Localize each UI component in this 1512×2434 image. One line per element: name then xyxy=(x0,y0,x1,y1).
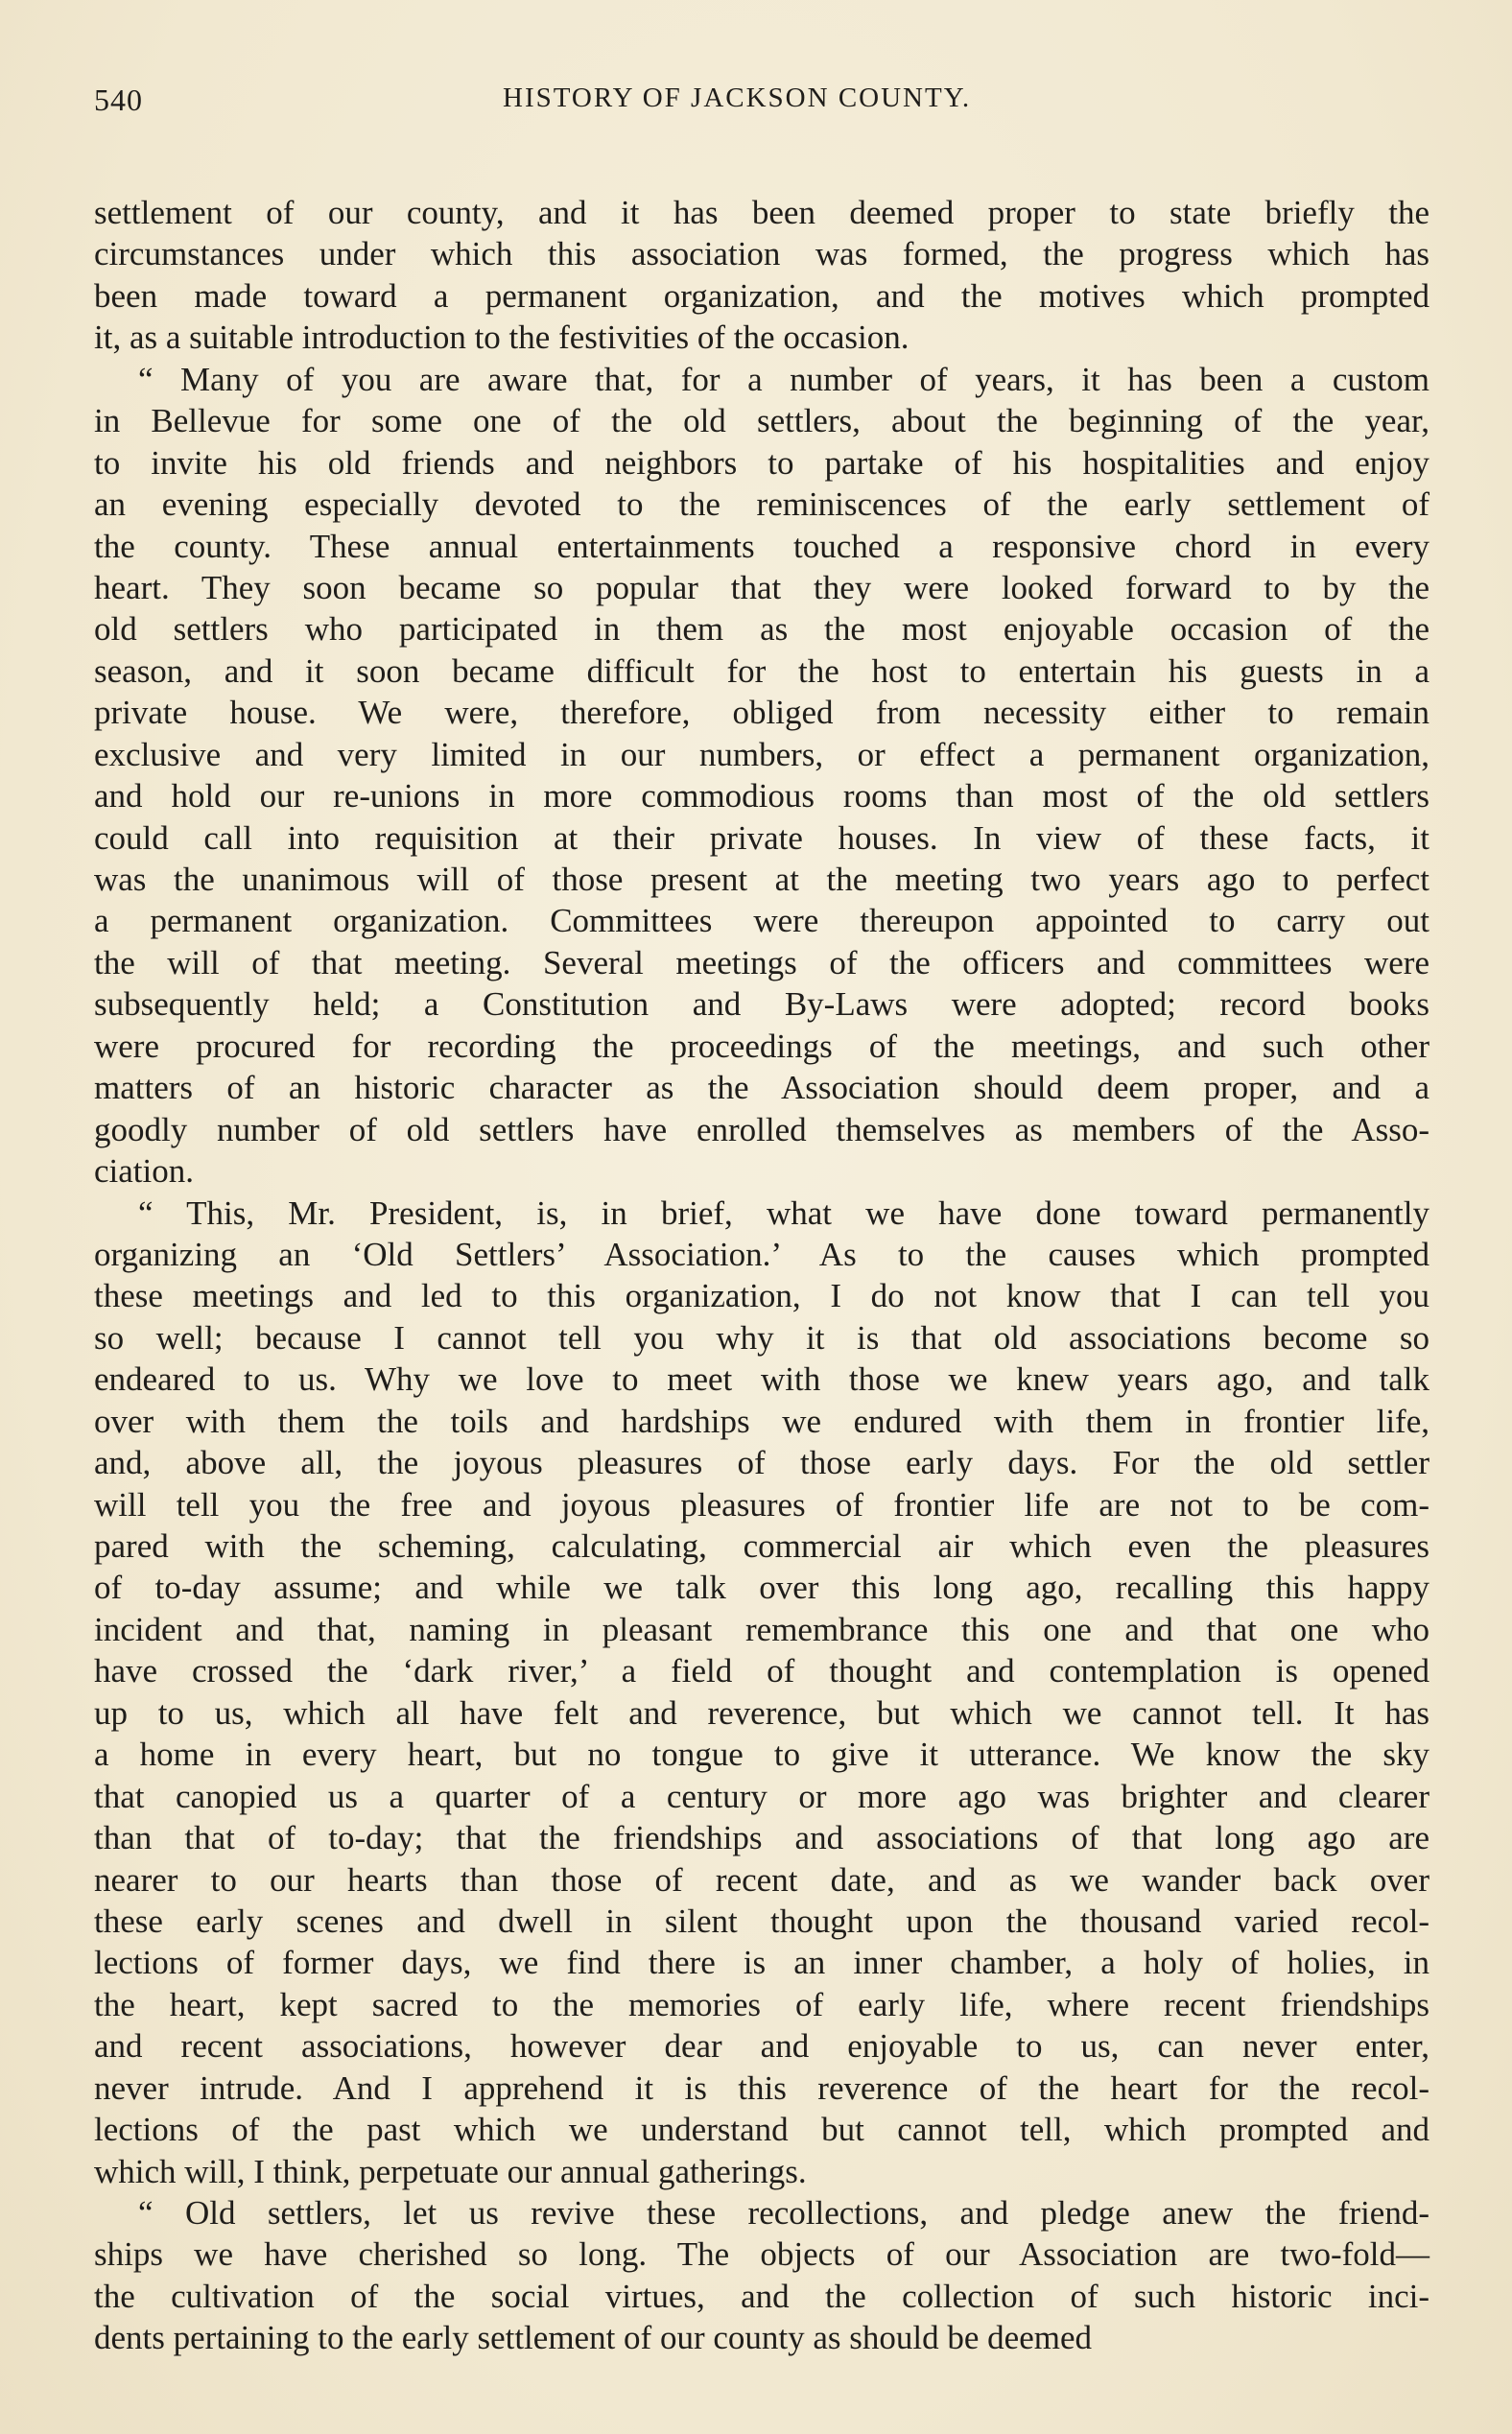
text-line: the cultivation of the social virtues, and the collection of such historic inci- xyxy=(94,2277,1429,2315)
text-line: subsequently held; a Constitution and By-Laws were adopted; record books xyxy=(94,985,1429,1024)
text-line: ciation. xyxy=(94,1152,194,1191)
text-line: an evening especially devoted to the reminiscences of the early settlement of xyxy=(94,485,1429,524)
text-line: ships we have cherished so long. The objects of our Association are two-fold— xyxy=(94,2235,1429,2274)
text-line: heart. They soon became so popular that they were looked forward to by the xyxy=(94,568,1429,606)
body-text xyxy=(94,192,1429,2359)
text-line: “ Old settlers, let us revive these recollections, and pledge anew the friend- xyxy=(138,2194,1429,2232)
text-line: could call into requisition at their private houses. In view of these facts, it xyxy=(94,818,1429,857)
text-line: it, as a suitable introduction to the festivities of the occasion. xyxy=(94,319,910,357)
text-line: in Bellevue for some one of the old settlers, about the beginning of the year, xyxy=(94,402,1429,440)
text-line: “ Many of you are aware that, for a number of years, it has been a custom xyxy=(138,360,1429,398)
text-line: organizing an ‘Old Settlers’ Association.’ As to the causes which prompted xyxy=(94,1235,1429,1273)
text-line: the heart, kept sacred to the memories of early life, where recent friendships xyxy=(94,1985,1429,2023)
text-line: the county. These annual entertainments touched a responsive chord in every xyxy=(94,527,1429,565)
book-page xyxy=(94,79,1429,2357)
paragraph xyxy=(94,192,1429,359)
text-line: nearer to our hearts than those of recent date, and as we wander back over xyxy=(94,1860,1429,1899)
text-line: and recent associations, however dear and enjoyable to us, can never enter, xyxy=(94,2027,1429,2066)
page-number: 540 xyxy=(94,83,143,117)
text-line: endeared to us. Why we love to meet with those we knew years ago, and talk xyxy=(94,1360,1429,1399)
text-line: lections of the past which we understand but cannot tell, which prompted and xyxy=(94,2111,1429,2149)
text-line: a permanent organization. Committees were thereupon appointed to carry out xyxy=(94,902,1429,940)
text-line: season, and it soon became difficult for the host to entertain his guests in a xyxy=(94,651,1429,690)
text-line: matters of an historic character as the Association should deem proper, and a xyxy=(94,1069,1429,1107)
text-line: these early scenes and dwell in silent thought upon the thousand varied recol- xyxy=(94,1902,1429,1940)
text-line: private house. We were, therefore, obliged from necessity either to remain xyxy=(94,694,1429,732)
text-line: and, above all, the joyous pleasures of those early days. For the old settler xyxy=(94,1444,1429,1482)
text-line: of to-day assume; and while we talk over this long ago, recalling this happy xyxy=(94,1569,1429,1607)
text-line: so well; because I cannot tell you why it is that old associations become so xyxy=(94,1318,1429,1357)
text-line: was the unanimous will of those present at the meeting two years ago to perfect xyxy=(94,861,1429,898)
text-line: been made toward a permanent organization, and the motives which prompted xyxy=(94,276,1429,315)
paragraph xyxy=(94,1193,1429,2193)
text-line: than that of to-day; that the friendships and associations of that long ago are xyxy=(94,1819,1429,1857)
text-line: these meetings and led to this organization, I do not know that I can tell you xyxy=(94,1277,1429,1315)
text-line: were procured for recording the proceedings of the meetings, and such other xyxy=(94,1027,1429,1065)
text-line: settlement of our county, and it has been deemed proper to state briefly the xyxy=(94,194,1429,231)
text-line: goodly number of old settlers have enrolled themselves as members of the Asso- xyxy=(94,1110,1429,1148)
text-line: that canopied us a quarter of a century or more ago was brighter and clearer xyxy=(94,1777,1429,1815)
text-line: “ This, Mr. President, is, in brief, what we have done toward permanently xyxy=(138,1193,1429,1232)
text-line: exclusive and very limited in our numbers, or effect a permanent organization, xyxy=(94,735,1429,773)
text-line: dents pertaining to the early settlement of our county as should be deemed xyxy=(94,2319,1092,2357)
text-line: a home in every heart, but no tongue to give it utterance. We know the sky xyxy=(94,1736,1429,1774)
text-line: the will of that meeting. Several meetings of the officers and committees were xyxy=(94,943,1429,981)
running-head xyxy=(94,79,1429,127)
text-line: and hold our re-unions in more commodious rooms than most of the old settlers xyxy=(94,777,1429,815)
text-line: will tell you the free and joyous pleasures of frontier life are not to be com- xyxy=(94,1485,1429,1524)
text-line: lections of former days, we find there is an inner chamber, a holy of holies, in xyxy=(94,1944,1429,1982)
paragraph xyxy=(94,2192,1429,2359)
page-header-title: HISTORY OF JACKSON COUNTY. xyxy=(503,83,972,113)
text-line: pared with the scheming, calculating, commercial air which even the pleasures xyxy=(94,1527,1429,1565)
text-line: have crossed the ‘dark river,’ a field of thought and contemplation is opened xyxy=(94,1652,1429,1690)
text-line: over with them the toils and hardships we endured with them in frontier life, xyxy=(94,1402,1429,1440)
text-line: incident and that, naming in pleasant remembrance this one and that one who xyxy=(94,1610,1429,1648)
text-line: to invite his old friends and neighbors to partake of his hospitalities and enjoy xyxy=(94,443,1429,482)
text-line: old settlers who participated in them as the most enjoyable occasion of the xyxy=(94,610,1429,649)
text-line: which will, I think, perpetuate our annual gatherings. xyxy=(94,2152,807,2190)
text-line: up to us, which all have felt and reverence, but which we cannot tell. It has xyxy=(94,1693,1429,1732)
text-line: never intrude. And I apprehend it is this reverence of the heart for the recol- xyxy=(94,2068,1429,2107)
paragraph xyxy=(94,359,1429,1193)
text-line: circumstances under which this association was formed, the progress which has xyxy=(94,235,1429,273)
